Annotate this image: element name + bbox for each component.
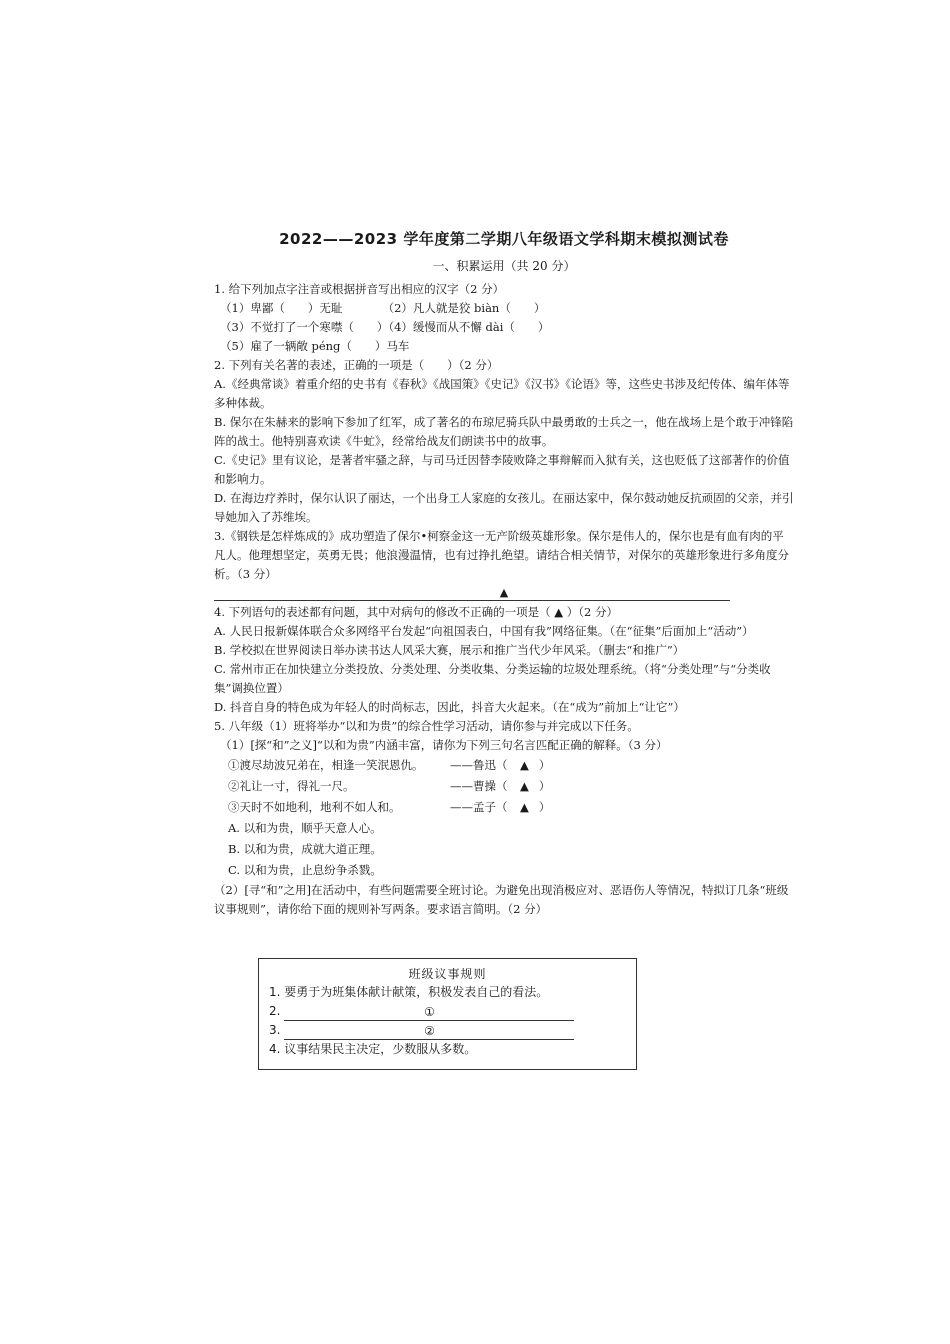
- q2-option-c: C.《史记》里有议论，是著者牢骚之辞，与司马迁因替李陵败降之事辩解而入狱有关，这也贬低了这部著作的价值和影响力。: [214, 453, 790, 486]
- q4-stem: 4. 下列语句的表述都有问题，其中对病句的修改不正确的一项是（ ▲ ）（2 分）: [214, 605, 619, 619]
- answer-mark: ▲: [520, 758, 529, 772]
- rule-3: [269, 1021, 626, 1040]
- q3-stem: 3.《钢铁是怎样炼成的》成功塑造了保尔•柯察金这一无产阶级英雄形象。保尔是伟人的，保尔也是有血有肉的平凡人。他理想坚定，英勇无畏；他浪漫温情，也有过挣扎绝望。请结合相关情节，对保尔的英雄形象进行多角度分析。（3 分）: [214, 529, 789, 581]
- q4-option-d: D. 抖音自身的特色成为年轻人的时尚标志，因此，抖音大火起来。（在“成为”前加上“让它”）: [214, 700, 685, 714]
- quote-row: [214, 755, 794, 776]
- quote-row: [214, 776, 794, 797]
- answer-line: [214, 600, 730, 601]
- rule-2-number: 2.: [269, 1004, 281, 1018]
- question-3: [214, 527, 794, 601]
- answer-mark: ▲: [520, 800, 529, 814]
- choice-b: B. 以和为贵，成就大道正理。: [228, 842, 382, 856]
- q2-option-a: A.《经典常谈》着重介绍的史书有《春秋》《战国策》《史记》《汉书》《论语》等，这些史书涉及纪传体、编年体等多种体裁。: [214, 377, 790, 410]
- quote-row: [214, 797, 794, 818]
- rule-3-number: 3.: [269, 1023, 281, 1037]
- quote-author: ——曹操（: [450, 779, 508, 793]
- section-heading: 一、积累运用（共 20 分）: [432, 259, 576, 273]
- rules-box-title: 班级议事规则: [408, 967, 487, 981]
- q3-answer-mark: ▲: [499, 586, 509, 599]
- quote-text: ②礼让一寸，得礼一尺。: [228, 779, 355, 793]
- quote-author: ——鲁迅（: [450, 758, 508, 772]
- q1-item: （3）不觉打了一个寒噤（ ）（4）缓慢而从不懈 dài（ ）: [220, 320, 550, 334]
- q2-option-b: B. 保尔在朱赫来的影响下参加了红军，成了著名的布琼尼骑兵队中最勇敢的士兵之一，他在战场上是个敢于冲锋陷阵的战士。他特别喜欢读《牛虻》，经常给战友们朗读书中的故事。: [214, 415, 794, 448]
- question-1: [214, 280, 794, 356]
- rules-box: [258, 958, 637, 1070]
- q5-sub1: （1）[探“和”之义]“以和为贵”内涵丰富，请你为下列三句名言匹配正确的解释。（3 分）: [220, 738, 668, 752]
- question-5: [214, 717, 794, 919]
- q1-item: （1）卑鄙（ ）无耻 （2）凡人就是狡 biàn（ ）: [220, 301, 546, 315]
- rule-2: [269, 1002, 626, 1021]
- q4-option-c: C. 常州市正在加快建立分类投放、分类处理、分类收集、分类运输的垃圾处理系统。（将“分类处理”与“分类收集”调换位置）: [214, 662, 771, 695]
- quote-close: ）: [538, 758, 551, 772]
- answer-mark: ▲: [520, 779, 529, 793]
- question-4: [214, 603, 794, 717]
- exam-title: 2022——2023 学年度第二学期八年级语文学科期末模拟测试卷: [279, 230, 729, 248]
- quote-text: ③天时不如地利，地利不如人和。: [228, 800, 401, 814]
- quote-author: ——孟子（: [450, 800, 508, 814]
- rule-1: 1. 要勇于为班集体献计献策，积极发表自己的看法。: [269, 985, 549, 999]
- choice-a: A. 以和为贵，顺乎天意人心。: [228, 821, 382, 835]
- question-2: [214, 356, 794, 527]
- q1-item: （5）雇了一辆敞 péng（ ）马车: [220, 339, 410, 353]
- q4-option-b: B. 学校拟在世界阅读日举办读书达人风采大赛，展示和推广当代少年风采。（删去“和推广”）: [214, 643, 685, 657]
- q1-stem: 1. 给下列加点字注音或根据拼音写出相应的汉字（2 分）: [214, 282, 505, 296]
- quote-text: ①渡尽劫波兄弟在，相逢一笑泯恩仇。: [228, 758, 424, 772]
- rule-2-blank[interactable]: ①: [284, 1005, 574, 1021]
- exam-page: [214, 228, 794, 919]
- q4-option-a: A. 人民日报新媒体联合众多网络平台发起“向祖国表白，中国有我”网络征集。（在“征集”后面加上“活动”）: [214, 624, 754, 638]
- choice-c: C. 以和为贵，止息纷争杀戮。: [228, 863, 382, 877]
- q5-stem: 5. 八年级（1）班将举办“以和为贵”的综合性学习活动，请你参与并完成以下任务。: [214, 719, 639, 733]
- q5-sub2: （2）[寻“和”之用]在活动中，有些问题需要全班讨论。为避免出现消极应对、恶语伤人等情况，特拟订几条“班级议事规则”，请你给下面的规则补写两条。要求语言简明。（2 分）: [214, 883, 789, 916]
- q2-option-d: D. 在海边疗养时，保尔认识了丽达，一个出身工人家庭的女孩儿。在丽达家中，保尔鼓动她反抗顽固的父亲，并引导她加入了苏维埃。: [214, 491, 794, 524]
- quote-close: ）: [538, 800, 551, 814]
- rule-3-blank[interactable]: ②: [284, 1024, 574, 1040]
- q2-stem: 2. 下列有关名著的表述，正确的一项是（ ）（2 分）: [214, 358, 499, 372]
- rule-4: 4. 议事结果民主决定，少数服从多数。: [269, 1042, 477, 1056]
- quote-close: ）: [538, 779, 551, 793]
